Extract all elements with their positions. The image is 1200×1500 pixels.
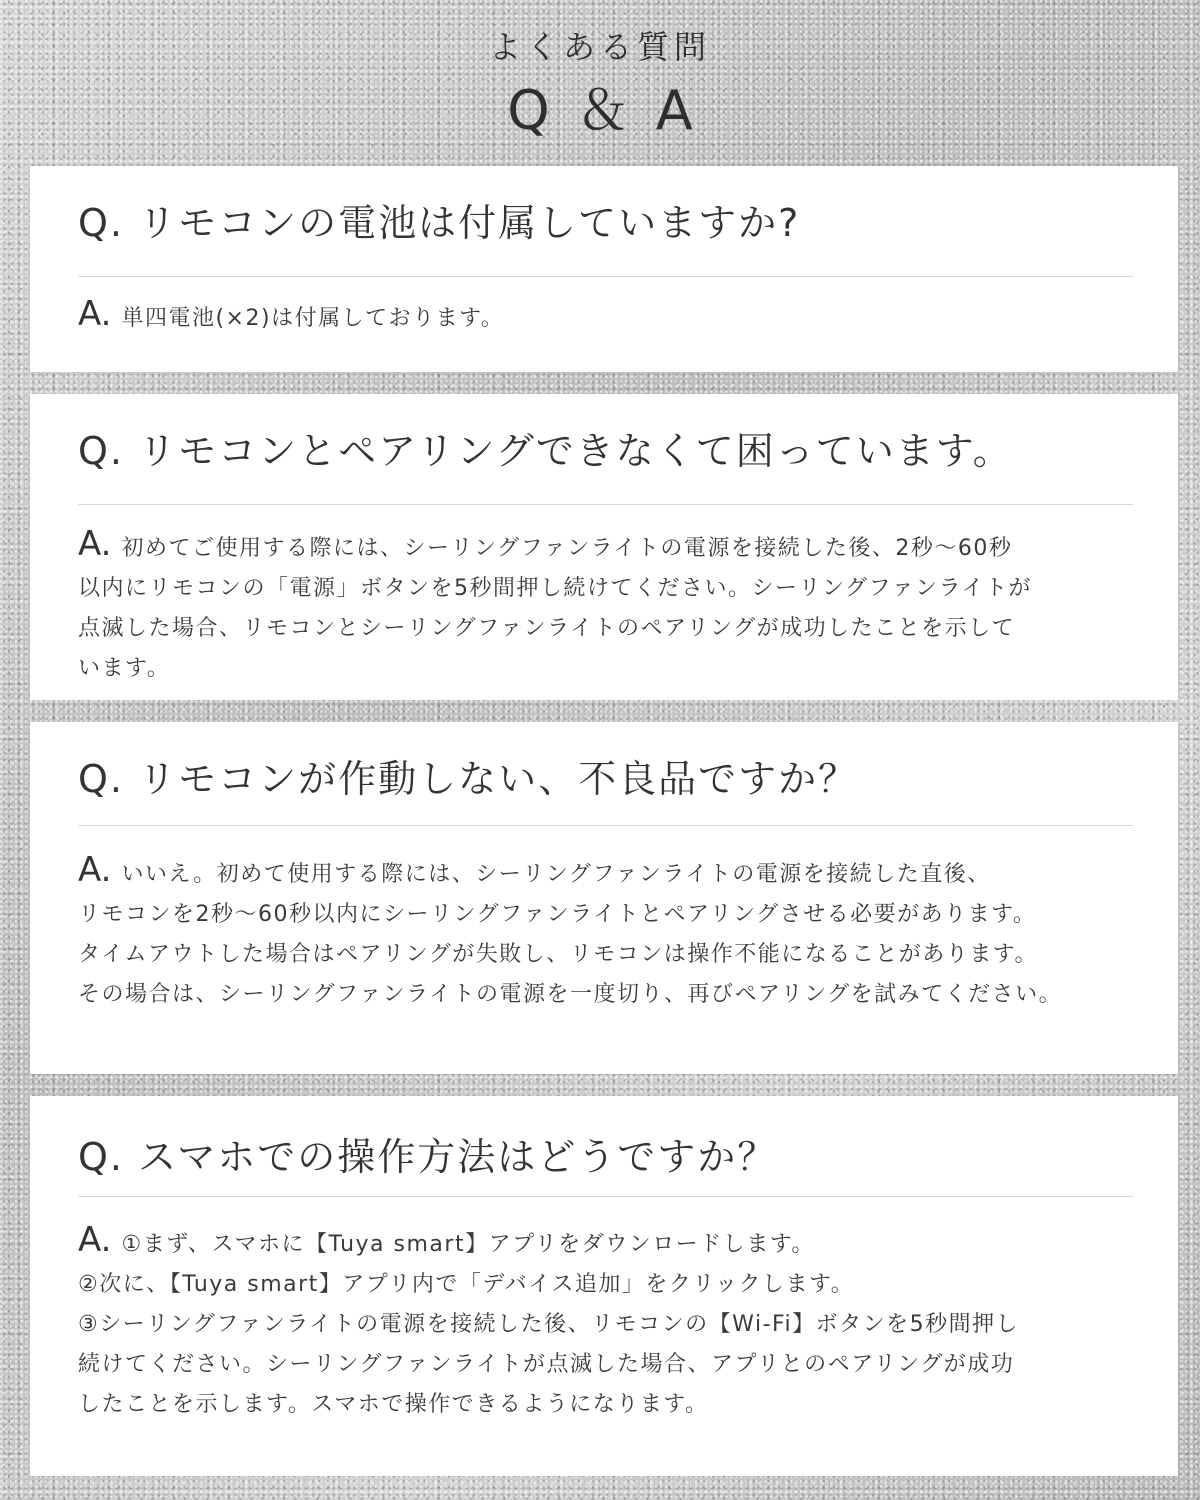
answer-line: したことを示します。スマホで操作できるようになります。 [78, 1392, 709, 1417]
faq-card-defective [30, 722, 1178, 1074]
answer-line: ①まず、スマホに【Tuya smart】アプリをダウンロードします。 [121, 1232, 815, 1257]
faq-divider [78, 1196, 1133, 1197]
answer-mark: A. [78, 1220, 112, 1260]
page-title: Q＆A [507, 79, 719, 142]
answer-mark: A. [78, 524, 112, 564]
answer-line: 続けてください。シーリングファンライトが点滅した場合、アプリとのペアリングが成功 [78, 1352, 1015, 1377]
answer-line: タイムアウトした場合はペアリングが失敗し、リモコンは操作不能になることがあります。 [78, 942, 1038, 967]
answer-line: 以内にリモコンの「電源」ボタンを5秒間押し続けてください。シーリングファンライトが [78, 576, 1032, 601]
answer-line: リモコンを2秒～60秒以内にシーリングファンライトとペアリングさせる必要があります。 [78, 902, 1037, 927]
faq-question: Q. リモコンとペアリングできなくて困っています。 [78, 429, 1013, 473]
faq-card-pairing [30, 394, 1178, 700]
faq-divider [78, 504, 1133, 505]
answer-line: いいえ。初めて使用する際には、シーリングファンライトの電源を接続した直後、 [121, 862, 991, 887]
answer-line: 初めてご使用する際には、シーリングファンライトの電源を接続した後、2秒～60秒 [121, 536, 1013, 561]
faq-answer [78, 294, 1178, 339]
faq-divider [78, 825, 1133, 826]
page-subtitle: よくある質問 [488, 28, 711, 66]
faq-answer [78, 524, 1178, 689]
answer-line: ③シーリングファンライトの電源を接続した後、リモコンの【Wi-Fi】ボタンを5秒間押し [78, 1312, 1020, 1337]
faq-answer [78, 850, 1178, 1015]
faq-question: Q. リモコンの電池は付属していますか? [78, 201, 801, 245]
answer-mark: A. [78, 850, 112, 890]
faq-divider [78, 276, 1133, 277]
faq-answer [78, 1220, 1178, 1425]
answer-line: その場合は、シーリングファンライトの電源を一度切り、再びペアリングを試みてください。 [78, 982, 1063, 1007]
faq-card-smartphone [30, 1096, 1178, 1476]
answer-line: 点滅した場合、リモコンとシーリングファンライトのペアリングが成功したことを示して [78, 616, 1016, 641]
answer-line: ②次に、【Tuya smart】アプリ内で「デバイス追加」をクリックします。 [78, 1272, 855, 1297]
faq-question: Q. リモコンが作動しない、不良品ですか？ [78, 757, 859, 801]
answer-line: います。 [78, 656, 171, 681]
answer-line: 単四電池(×2)は付属しております。 [121, 306, 505, 331]
page-header [0, 22, 1200, 146]
answer-mark: A. [78, 294, 112, 334]
faq-question: Q. スマホでの操作方法はどうですか？ [78, 1135, 778, 1179]
faq-card-battery [30, 166, 1178, 372]
